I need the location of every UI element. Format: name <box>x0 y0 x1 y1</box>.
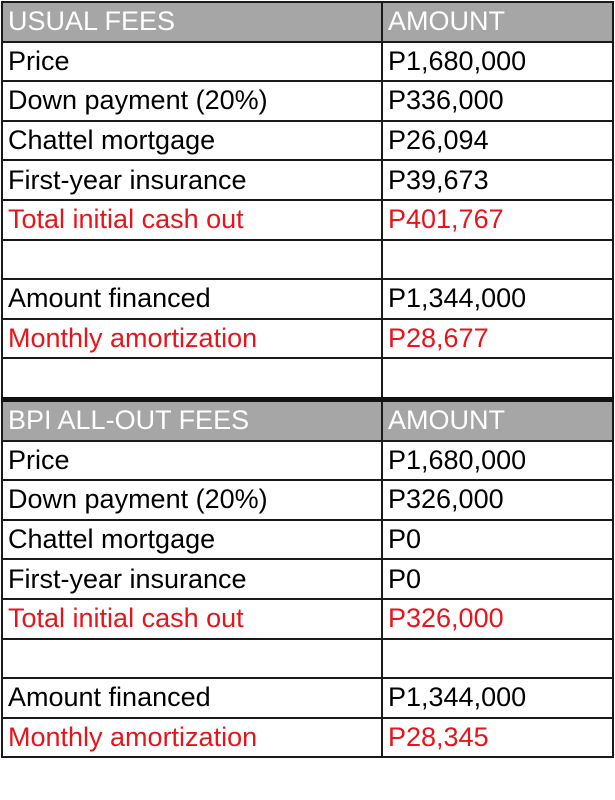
table-row <box>2 480 613 520</box>
usual-fees-header-row <box>2 2 613 42</box>
total-amount: P401,767 <box>382 200 613 240</box>
blank-cell <box>2 358 382 399</box>
fee-label: Chattel mortgage <box>2 121 382 161</box>
total-label: Total initial cash out <box>2 599 382 639</box>
blank-cell <box>2 240 382 280</box>
blank-cell <box>382 639 613 679</box>
table-row <box>2 559 613 599</box>
fee-label: Amount financed <box>2 279 382 319</box>
table-row <box>2 279 613 319</box>
total-amount: P326,000 <box>382 599 613 639</box>
blank-row <box>2 639 613 679</box>
fee-label: Price <box>2 42 382 82</box>
total-row <box>2 200 613 240</box>
total-row <box>2 599 613 639</box>
fee-amount: P26,094 <box>382 121 613 161</box>
amortization-label: Monthly amortization <box>2 319 382 359</box>
bpi-fees-header-row <box>2 399 613 440</box>
fee-label: Down payment (20%) <box>2 81 382 121</box>
blank-cell <box>2 639 382 679</box>
table-row <box>2 42 613 82</box>
fee-label: Down payment (20%) <box>2 480 382 520</box>
fee-amount: P1,344,000 <box>382 678 613 718</box>
fees-comparison-table <box>1 1 614 758</box>
fee-amount: P1,680,000 <box>382 42 613 82</box>
total-label: Total initial cash out <box>2 200 382 240</box>
fee-label: Chattel mortgage <box>2 520 382 560</box>
fee-amount: P1,344,000 <box>382 279 613 319</box>
amortization-label: Monthly amortization <box>2 718 382 758</box>
table-row <box>2 160 613 200</box>
table-row <box>2 520 613 560</box>
fee-amount: P326,000 <box>382 480 613 520</box>
fee-amount: P0 <box>382 520 613 560</box>
blank-cell <box>382 358 613 399</box>
fee-amount: P0 <box>382 559 613 599</box>
section-title: USUAL FEES <box>2 2 382 42</box>
fee-label: First-year insurance <box>2 160 382 200</box>
section-title: BPI ALL-OUT FEES <box>2 399 382 440</box>
fee-amount: P1,680,000 <box>382 441 613 481</box>
amount-column-header: AMOUNT <box>382 2 613 42</box>
blank-row <box>2 240 613 280</box>
fee-label: Price <box>2 441 382 481</box>
amortization-amount: P28,677 <box>382 319 613 359</box>
table-row <box>2 678 613 718</box>
fee-amount: P336,000 <box>382 81 613 121</box>
fee-label: First-year insurance <box>2 559 382 599</box>
table-row <box>2 81 613 121</box>
blank-row <box>2 358 613 399</box>
table-row <box>2 441 613 481</box>
amortization-row <box>2 319 613 359</box>
amount-column-header: AMOUNT <box>382 399 613 440</box>
fee-amount: P39,673 <box>382 160 613 200</box>
table-row <box>2 121 613 161</box>
amortization-row <box>2 718 613 758</box>
blank-cell <box>382 240 613 280</box>
fee-label: Amount financed <box>2 678 382 718</box>
amortization-amount: P28,345 <box>382 718 613 758</box>
